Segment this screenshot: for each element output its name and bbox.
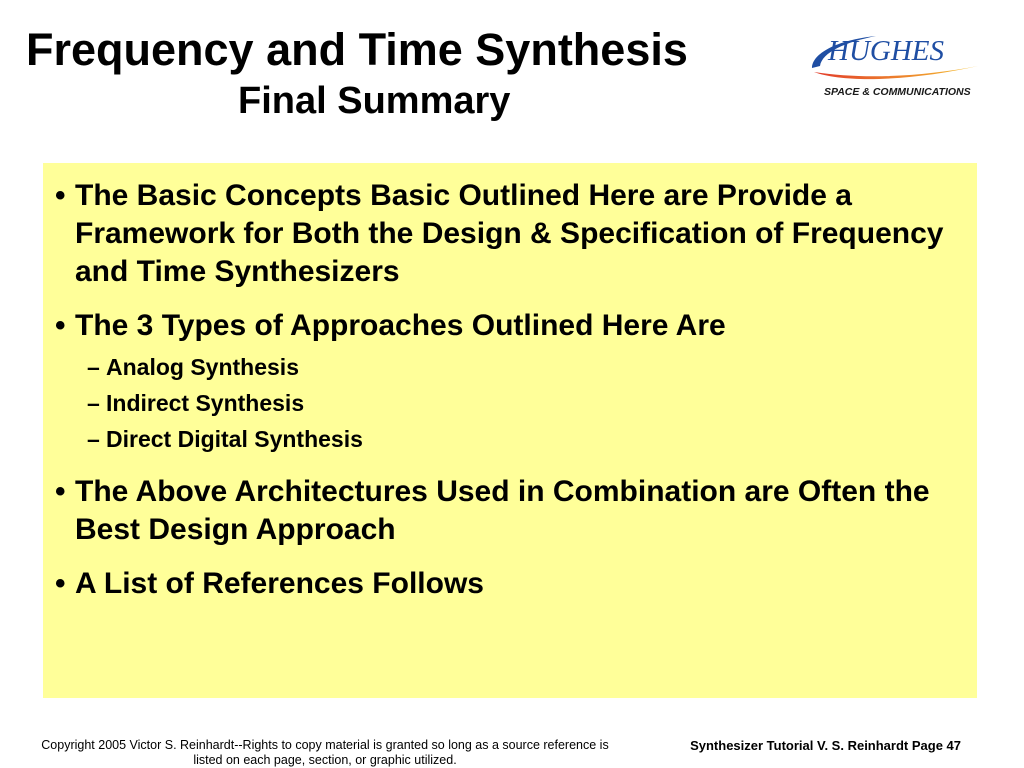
content-box [43, 163, 977, 698]
slide-title: Frequency and Time Synthesis [26, 24, 688, 75]
logo-tagline-text: SPACE & COMMUNICATIONS [824, 86, 971, 98]
sub-bullet-dash: – [87, 426, 100, 452]
sub-bullet-text: Analog Synthesis [106, 354, 299, 380]
bullet-text: A List of References Follows [75, 567, 484, 600]
bullet-item [55, 565, 961, 603]
logo-brand-text: HUGHES [828, 35, 944, 67]
bullet-item [55, 307, 961, 457]
bullet-item [55, 177, 961, 291]
sub-bullet-item [87, 421, 961, 457]
bullet-text: The Above Architectures Used in Combination are Often the Best Design Approach [75, 475, 930, 546]
sub-bullet-dash: – [87, 390, 100, 416]
slide-subtitle: Final Summary [238, 80, 511, 122]
logo-swoosh-warm [814, 66, 978, 79]
bullet-dot: • [55, 567, 66, 600]
bullet-text: The 3 Types of Approaches Outlined Here Are [75, 309, 726, 342]
bullet-dot: • [55, 179, 66, 212]
hughes-logo-graphic [806, 26, 986, 102]
bullet-dot: • [55, 309, 66, 342]
bullet-list [55, 177, 961, 603]
bullet-dot: • [55, 475, 66, 508]
sub-bullet-item [87, 385, 961, 421]
bullet-text: The Basic Concepts Basic Outlined Here are Provide a Framework for Both the Design & Specification of Frequency and Time Synthesizers [75, 179, 944, 288]
hughes-logo [806, 26, 986, 102]
sub-bullet-list [75, 349, 961, 457]
sub-bullet-text: Direct Digital Synthesis [106, 426, 363, 452]
sub-bullet-item [87, 349, 961, 385]
sub-bullet-text: Indirect Synthesis [106, 390, 305, 416]
footer-copyright: Copyright 2005 Victor S. Reinhardt--Rights to copy material is granted so long as a source reference is listed on each page, section, or graphic utilized. [41, 738, 609, 767]
footer-page-label: Synthesizer Tutorial V. S. Reinhardt Page 47 [690, 738, 961, 753]
bullet-item [55, 473, 961, 549]
sub-bullet-dash: – [87, 354, 100, 380]
